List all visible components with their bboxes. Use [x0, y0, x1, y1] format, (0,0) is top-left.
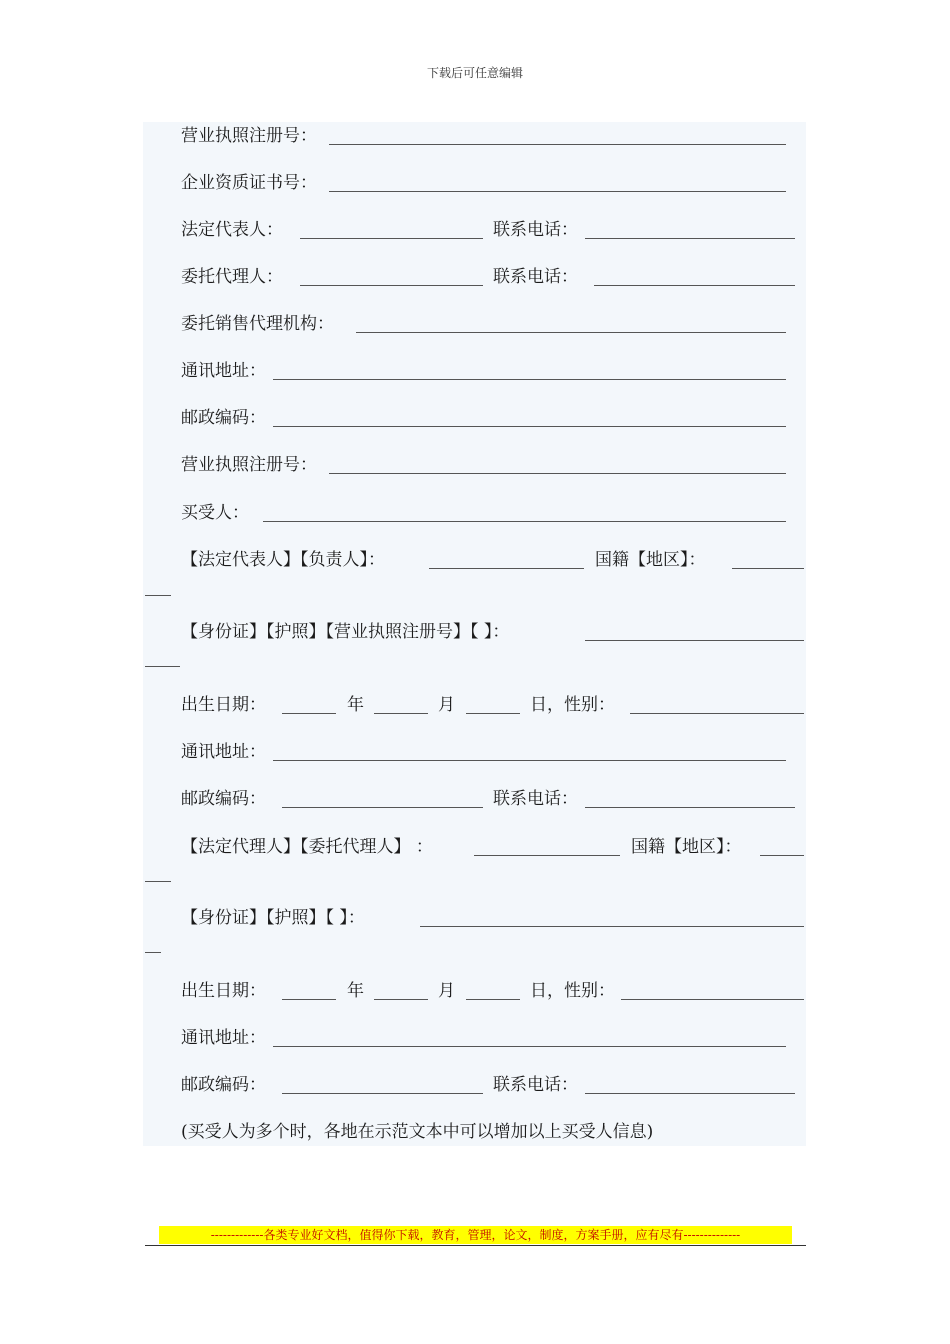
reg-no-label: 营业执照注册号： — [181, 126, 317, 146]
legal-agent-day-gender-label: 日，性别： — [530, 981, 615, 1001]
buyer-address-label: 通讯地址： — [181, 742, 266, 762]
postcode-field[interactable] — [273, 426, 786, 427]
multiple-buyers-note: (买受人为多个时，各地在示范文本中可以增加以上买受人信息) — [181, 1122, 654, 1142]
buyer-legal-rep-field[interactable] — [429, 568, 584, 569]
buyer-nationality-field-wrap — [145, 595, 171, 596]
agent-phone-field[interactable] — [594, 285, 795, 286]
legal-agent-label: 【法定代理人】【委托代理人】 ： — [181, 837, 433, 857]
page-header: 下载后可任意编辑 — [426, 66, 523, 80]
legal-rep-label: 法定代表人： — [181, 220, 283, 240]
legal-agent-birth-day-field[interactable] — [466, 999, 520, 1000]
legal-agent-birth-year-field[interactable] — [282, 999, 336, 1000]
buyer-label: 买受人： — [181, 503, 249, 523]
buyer-id-doc-field-wrap — [145, 666, 180, 667]
legal-agent-id-doc-field[interactable] — [420, 926, 804, 927]
qualification-cert-field[interactable] — [329, 191, 786, 192]
legal-agent-id-doc-field-wrap — [145, 952, 161, 953]
reg-no-field-2[interactable] — [329, 473, 786, 474]
reg-no-label-2: 营业执照注册号： — [181, 455, 317, 475]
legal-rep-phone-field[interactable] — [585, 238, 795, 239]
buyer-gender-field[interactable] — [630, 713, 804, 714]
footer-rule — [145, 1245, 806, 1246]
legal-rep-field[interactable] — [300, 238, 483, 239]
legal-agent-phone-field[interactable] — [585, 1093, 795, 1094]
buyer-birth-month-field[interactable] — [374, 713, 428, 714]
buyer-month-label: 月 — [438, 695, 455, 715]
buyer-day-gender-label: 日，性别： — [530, 695, 615, 715]
legal-agent-postcode-label: 邮政编码： — [181, 1075, 266, 1095]
agent-field[interactable] — [300, 285, 483, 286]
sales-agency-field[interactable] — [356, 332, 786, 333]
buyer-birth-year-field[interactable] — [282, 713, 336, 714]
buyer-year-label: 年 — [347, 695, 364, 715]
legal-agent-birth-label: 出生日期： — [181, 981, 266, 1001]
buyer-nationality-field[interactable] — [732, 568, 804, 569]
buyer-id-doc-label: 【身份证】【护照】【营业执照注册号】【 】： — [181, 622, 510, 642]
legal-rep-phone-label: 联系电话： — [493, 220, 578, 240]
legal-agent-nationality-label: 国籍【地区】： — [631, 837, 742, 857]
buyer-id-doc-field[interactable] — [585, 640, 804, 641]
legal-agent-address-field[interactable] — [273, 1046, 786, 1047]
legal-agent-postcode-field[interactable] — [282, 1093, 483, 1094]
legal-agent-nationality-field-wrap — [145, 881, 171, 882]
agent-phone-label: 联系电话： — [493, 267, 578, 287]
buyer-birth-day-field[interactable] — [466, 713, 520, 714]
buyer-phone-label: 联系电话： — [493, 789, 578, 809]
legal-agent-birth-month-field[interactable] — [374, 999, 428, 1000]
reg-no-field[interactable] — [329, 144, 786, 145]
legal-agent-phone-label: 联系电话： — [493, 1075, 578, 1095]
buyer-address-field[interactable] — [273, 760, 786, 761]
buyer-postcode-field[interactable] — [282, 807, 483, 808]
legal-agent-id-doc-label: 【身份证】【护照】【 】： — [181, 908, 365, 928]
sales-agency-label: 委托销售代理机构： — [181, 314, 334, 334]
address-label: 通讯地址： — [181, 361, 266, 381]
buyer-birth-label: 出生日期： — [181, 695, 266, 715]
buyer-legal-rep-label: 【法定代表人】【负责人】： — [181, 550, 385, 570]
postcode-label: 邮政编码： — [181, 408, 266, 428]
buyer-phone-field[interactable] — [585, 807, 795, 808]
legal-agent-gender-field[interactable] — [621, 999, 804, 1000]
legal-agent-nationality-field[interactable] — [760, 855, 804, 856]
qualification-cert-label: 企业资质证书号： — [181, 173, 317, 193]
legal-agent-year-label: 年 — [347, 981, 364, 1001]
address-field[interactable] — [273, 379, 786, 380]
legal-agent-address-label: 通讯地址： — [181, 1028, 266, 1048]
legal-agent-month-label: 月 — [438, 981, 455, 1001]
footer-banner: -------------各类专业好文档，值得你下载，教育，管理，论文，制度，方案手册，应有尽有-------------- — [159, 1226, 792, 1244]
buyer-nationality-label: 国籍【地区】： — [595, 550, 706, 570]
legal-agent-field[interactable] — [474, 855, 620, 856]
buyer-field[interactable] — [263, 521, 786, 522]
buyer-postcode-label: 邮政编码： — [181, 789, 266, 809]
agent-label: 委托代理人： — [181, 267, 283, 287]
